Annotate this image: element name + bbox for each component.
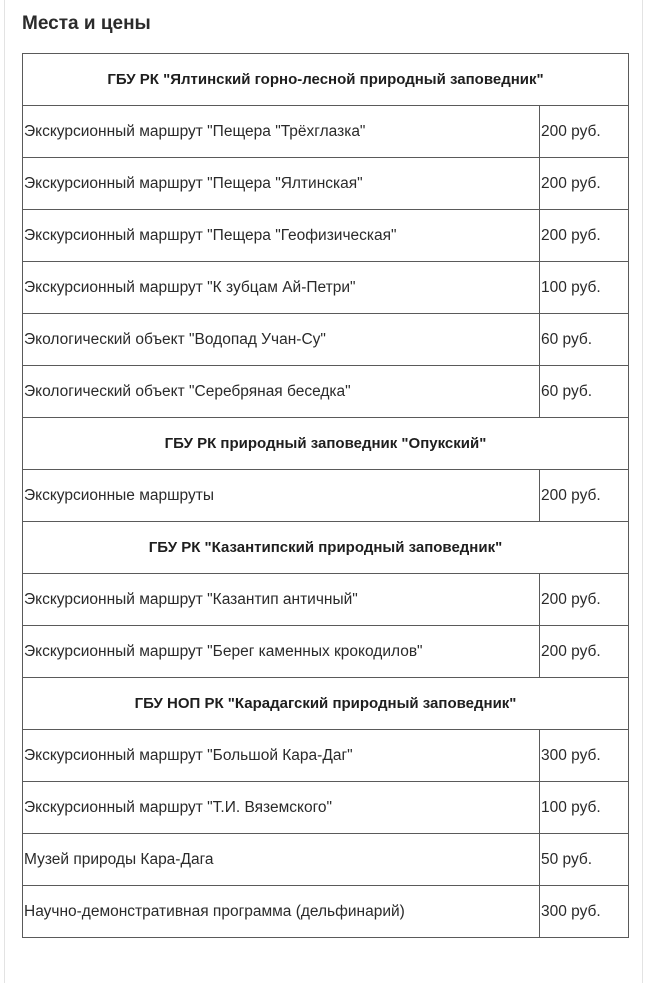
table-section-row (23, 54, 629, 106)
table-section-row (23, 522, 629, 574)
table-row (23, 834, 629, 886)
item-price: 60 руб. (540, 366, 629, 418)
item-price: 300 руб. (540, 730, 629, 782)
table-row (23, 366, 629, 418)
item-name: Экскурсионный маршрут "Казантип античный" (23, 574, 540, 626)
section-header: ГБУ РК "Ялтинский горно-лесной природный заповедник" (23, 54, 629, 106)
table-section-row (23, 418, 629, 470)
table-row (23, 314, 629, 366)
item-price: 100 руб. (540, 782, 629, 834)
item-name: Экскурсионный маршрут "Пещера "Геофизическая" (23, 210, 540, 262)
section-header: ГБУ НОП РК "Карадагский природный заповедник" (23, 678, 629, 730)
item-name: Научно-демонстративная программа (дельфинарий) (23, 886, 540, 938)
item-price: 200 руб. (540, 210, 629, 262)
item-name: Экскурсионный маршрут "Берег каменных крокодилов" (23, 626, 540, 678)
item-name: Экологический объект "Водопад Учан-Су" (23, 314, 540, 366)
table-row (23, 158, 629, 210)
table-row (23, 626, 629, 678)
table-row (23, 210, 629, 262)
item-price: 200 руб. (540, 626, 629, 678)
item-name: Экскурсионный маршрут "Большой Кара-Даг" (23, 730, 540, 782)
table-row (23, 470, 629, 522)
item-price: 200 руб. (540, 158, 629, 210)
item-price: 100 руб. (540, 262, 629, 314)
item-name: Экскурсионный маршрут "Пещера "Ялтинская" (23, 158, 540, 210)
table-row (23, 730, 629, 782)
table-row (23, 782, 629, 834)
table-row (23, 262, 629, 314)
content-border-right (642, 0, 643, 983)
item-price: 300 руб. (540, 886, 629, 938)
item-name: Экскурсионные маршруты (23, 470, 540, 522)
item-name: Экскурсионный маршрут "Т.И. Вяземского" (23, 782, 540, 834)
table-row (23, 574, 629, 626)
section-header: ГБУ РК "Казантипский природный заповедник" (23, 522, 629, 574)
item-name: Экологический объект "Серебряная беседка" (23, 366, 540, 418)
page-title: Места и цены (22, 13, 151, 34)
item-name: Экскурсионный маршрут "Пещера "Трёхглазка" (23, 106, 540, 158)
price-table (22, 53, 629, 938)
item-price: 50 руб. (540, 834, 629, 886)
table-row (23, 106, 629, 158)
table-section-row (23, 678, 629, 730)
item-price: 60 руб. (540, 314, 629, 366)
item-name: Экскурсионный маршрут "К зубцам Ай-Петри" (23, 262, 540, 314)
item-price: 200 руб. (540, 106, 629, 158)
content-border-left (4, 0, 5, 983)
section-header: ГБУ РК природный заповедник "Опукский" (23, 418, 629, 470)
item-name: Музей природы Кара-Дага (23, 834, 540, 886)
item-price: 200 руб. (540, 574, 629, 626)
table-row (23, 886, 629, 938)
item-price: 200 руб. (540, 470, 629, 522)
